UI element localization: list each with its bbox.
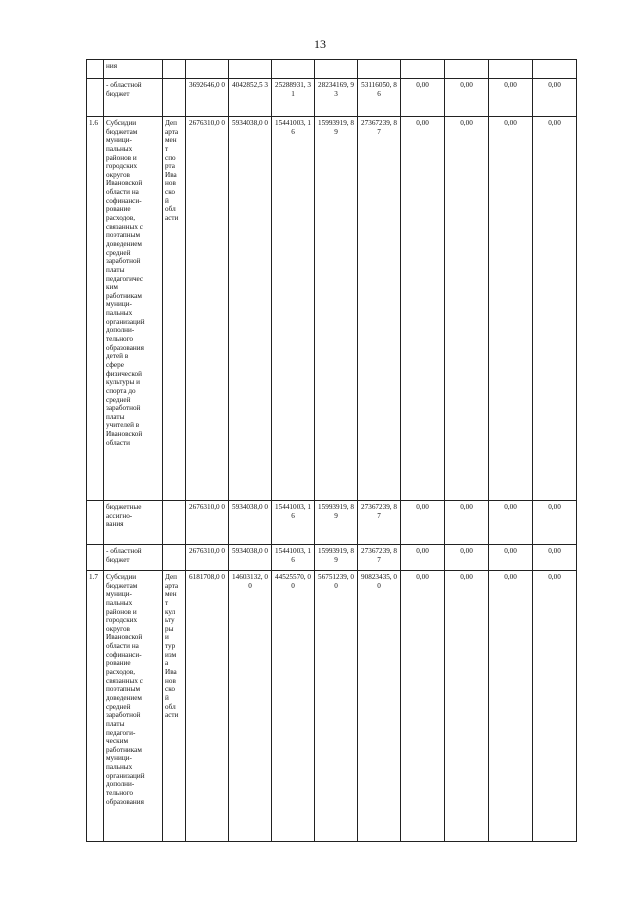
value-cell — [358, 60, 401, 79]
value-cell: 0,00 — [401, 501, 445, 545]
value-cell: 0,00 — [445, 545, 489, 571]
value-cell: 0,00 — [533, 545, 577, 571]
value-cell: 0,00 — [445, 117, 489, 501]
value-cell: 14603132, 00 — [229, 571, 272, 842]
value-cell: 0,00 — [401, 79, 445, 117]
table-row — [87, 79, 577, 117]
value-cell — [272, 60, 315, 79]
row-number-cell: 1.7 — [87, 571, 104, 842]
table-row — [87, 501, 577, 545]
value-cell: 15441003, 16 — [272, 117, 315, 501]
table-row — [87, 571, 577, 842]
executor-cell: Деп арта мен т спо рта Ива нов ско й обл асти — [163, 117, 186, 501]
value-cell: 0,00 — [533, 117, 577, 501]
row-name-cell: бюджетные ассигно- вания — [104, 501, 163, 545]
value-cell: 25288931, 31 — [272, 79, 315, 117]
value-cell — [445, 60, 489, 79]
value-cell: 2676310,0 0 — [186, 501, 229, 545]
value-cell: 15441003, 16 — [272, 545, 315, 571]
row-number-cell — [87, 501, 104, 545]
value-cell — [186, 60, 229, 79]
value-cell — [401, 60, 445, 79]
value-cell: 0,00 — [401, 117, 445, 501]
value-cell: 15993919, 89 — [315, 545, 358, 571]
value-cell: 5934038,0 0 — [229, 501, 272, 545]
value-cell: 0,00 — [489, 571, 533, 842]
value-cell: 15993919, 89 — [315, 117, 358, 501]
value-cell: 3692646,0 0 — [186, 79, 229, 117]
value-cell: 0,00 — [533, 501, 577, 545]
value-cell: 15441003, 16 — [272, 501, 315, 545]
row-name-cell: Субсидии бюджетам муници- пальных районов и городских округов Ивановской области на софинанси- рование расходов, связанных с поэтапным доведением средней заработной платы педагоги- ческим работникам муници- пальных организаций дополни- тельного образования — [104, 571, 163, 842]
value-cell: 0,00 — [445, 79, 489, 117]
row-number-cell — [87, 545, 104, 571]
value-cell: 56751239, 00 — [315, 571, 358, 842]
value-cell: 27367239, 87 — [358, 501, 401, 545]
executor-cell: Деп арта мен т кул ьту ры и тур изм а Ива нов ско й обл асти — [163, 571, 186, 842]
value-cell: 0,00 — [489, 501, 533, 545]
row-number-cell — [87, 79, 104, 117]
value-cell: 0,00 — [445, 501, 489, 545]
row-name-cell: - областной бюджет — [104, 545, 163, 571]
value-cell: 0,00 — [401, 571, 445, 842]
value-cell: 0,00 — [445, 571, 489, 842]
value-cell — [533, 60, 577, 79]
value-cell: 53116050, 86 — [358, 79, 401, 117]
value-cell — [229, 60, 272, 79]
value-cell: 0,00 — [489, 79, 533, 117]
row-name-cell: - областной бюджет — [104, 79, 163, 117]
value-cell: 28234169, 93 — [315, 79, 358, 117]
executor-cell — [163, 501, 186, 545]
value-cell: 6181708,0 0 — [186, 571, 229, 842]
value-cell: 27367239, 87 — [358, 117, 401, 501]
value-cell: 44525570, 00 — [272, 571, 315, 842]
value-cell: 5934038,0 0 — [229, 117, 272, 501]
value-cell: 0,00 — [533, 79, 577, 117]
value-cell: 27367239, 87 — [358, 545, 401, 571]
budget-table — [86, 59, 577, 842]
value-cell: 15993919, 89 — [315, 501, 358, 545]
value-cell: 2676310,0 0 — [186, 117, 229, 501]
value-cell: 5934038,0 0 — [229, 545, 272, 571]
value-cell: 90823435, 00 — [358, 571, 401, 842]
executor-cell — [163, 60, 186, 79]
value-cell — [315, 60, 358, 79]
row-number-cell: 1.6 — [87, 117, 104, 501]
value-cell: 0,00 — [533, 571, 577, 842]
table-row — [87, 60, 577, 79]
value-cell: 0,00 — [489, 545, 533, 571]
value-cell — [489, 60, 533, 79]
executor-cell — [163, 545, 186, 571]
row-number-cell — [87, 60, 104, 79]
page-number: 13 — [314, 37, 326, 51]
value-cell: 4042852,5 3 — [229, 79, 272, 117]
value-cell: 0,00 — [401, 545, 445, 571]
table-row — [87, 545, 577, 571]
value-cell: 2676310,0 0 — [186, 545, 229, 571]
value-cell: 0,00 — [489, 117, 533, 501]
table-row — [87, 117, 577, 501]
row-name-cell: ния — [104, 60, 163, 79]
executor-cell — [163, 79, 186, 117]
row-name-cell: Субсидии бюджетам муници- пальных районов и городских округов Ивановской области на софинанси- рование расходов, связанных с поэтапным доведением средней заработной платы педагогичес ким работникам муници- пальных организаций дополни- тельного образования детей в сфере физической культуры и спорта до средней заработной платы учителей в Ивановской области — [104, 117, 163, 501]
